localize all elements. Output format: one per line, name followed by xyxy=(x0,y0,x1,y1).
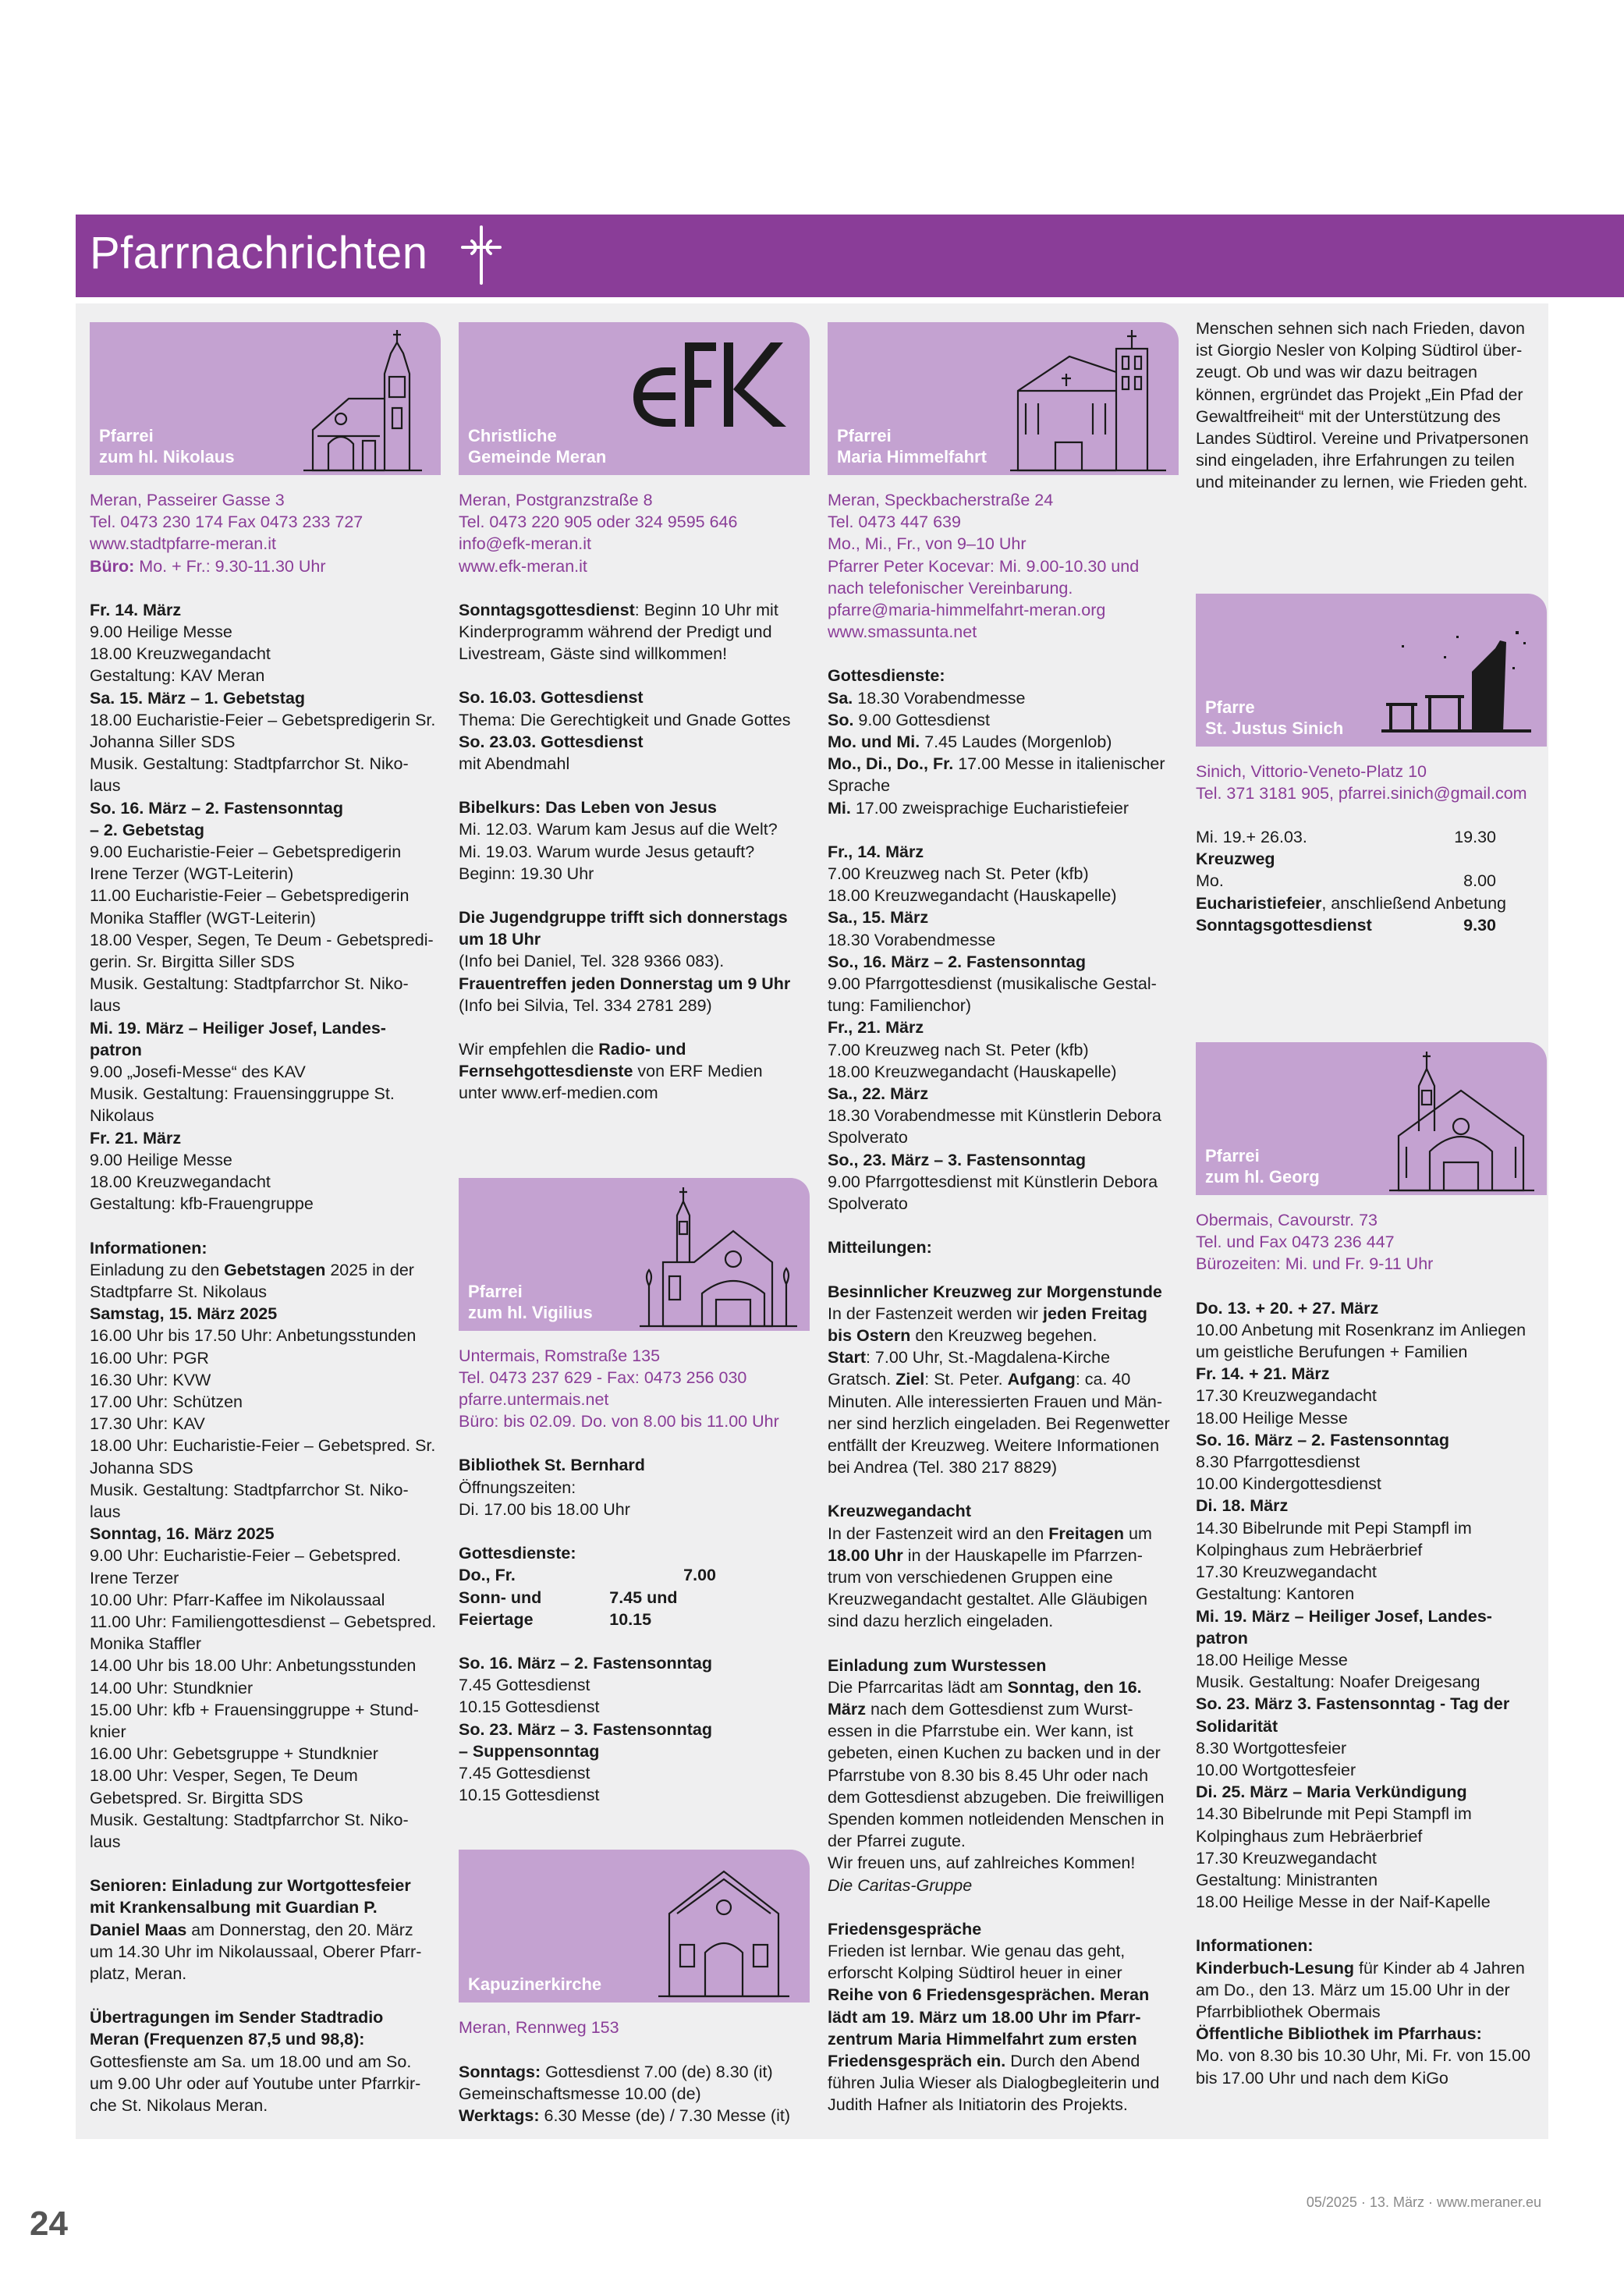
contact-kapuziner: Meran, Rennweg 153 xyxy=(459,2018,619,2038)
friedens-intro: Menschen sehnen sich nach Frieden, davon ist Giorgio Nesler von Kolping Südtirol über- zeugt. Ob und was wir dazu beitragen können, ergründet das Projekt „Ein Pfad der Gewaltfreiheit“ mit der Unterstützung des Landes Südtirol. Vereine und Privatpersonen sind eingeladen, ihre Erfahrungen zu teilen und miteinander zu lernen, wie Frieden geht. xyxy=(1196,319,1529,492)
text-line: erforscht Kolping Südtirol heuer in einer xyxy=(828,1964,1122,1983)
text-line: Die Jugendgruppe trifft sich donnerstags xyxy=(459,908,788,928)
header-vigilius xyxy=(459,1178,810,1331)
text-line: So. 16.03. Gottesdienst xyxy=(459,688,644,708)
text-line: Sa. 15. März – 1. Gebetstag xyxy=(90,688,306,708)
text-line: 15.00 Uhr: kfb + Frauensinggruppe + Stund- xyxy=(90,1700,419,1719)
text-line: sind dazu herzlich eingeladen. xyxy=(828,1612,1054,1631)
text-line: So. 9.00 Gottesdienst xyxy=(828,710,990,729)
text-line: Musik. Gestaltung: Stadtpfarrchor St. Niko- xyxy=(90,1810,409,1829)
text-line: trum von verschiedenen Gruppen eine xyxy=(828,1567,1113,1587)
efk-text xyxy=(459,489,810,1105)
text-line: bei Andrea (Tel. 380 217 8829) xyxy=(828,1458,1058,1478)
email-link[interactable]: info@efk-meran.it xyxy=(459,534,591,554)
text-line: Gestaltung: kfb-Frauengruppe xyxy=(90,1194,314,1214)
header-sinich xyxy=(1196,594,1547,747)
text-line: 17.30 Uhr: KAV xyxy=(90,1414,205,1434)
text-line: 14.30 Bibelrunde mit Pepi Stampfl im xyxy=(1196,1518,1472,1538)
text-line: Öffnungszeiten: xyxy=(459,1478,576,1497)
header-georg xyxy=(1196,1042,1547,1195)
text-line: 18.00 Kreuzwegandacht (Hauskapelle) xyxy=(828,886,1117,906)
text-line: Sa., 15. März xyxy=(828,908,929,928)
text-line: Informationen: xyxy=(1196,1936,1314,1956)
sinich-text xyxy=(1196,761,1547,936)
column-efk xyxy=(459,322,810,2127)
text-line: mit Abendmahl xyxy=(459,754,570,774)
text-line: 9.00 „Josefi-Messe“ des KAV xyxy=(90,1062,306,1082)
text-line: Wir freuen uns, auf zahlreiches Kommen! xyxy=(828,1854,1136,1873)
text-line: 17.00 Uhr: Schützen xyxy=(90,1392,243,1411)
text-line: Pfarrstube von 8.30 bis 8.45 Uhr oder nach xyxy=(828,1765,1149,1785)
text-line: Besinnlicher Kreuzweg zur Morgenstunde xyxy=(828,1282,1162,1301)
text-line: der Pfarrei zugute. xyxy=(828,1832,966,1851)
spacer xyxy=(90,1853,441,1875)
text-line: So. 23. März – 3. Fastensonntag xyxy=(459,1719,712,1739)
section-banner xyxy=(76,215,1624,297)
text-line: Friedensgespräche xyxy=(828,1919,982,1939)
church-georg-icon xyxy=(1383,1045,1539,1192)
text-line: Gemeinschaftsmesse 10.00 (de) xyxy=(459,2084,701,2103)
text-line: In der Fastenzeit werden wir jeden Freitag xyxy=(828,1304,1147,1323)
text-line: Kinderbuch-Lesung für Kinder ab 4 Jahren xyxy=(1196,1958,1525,1978)
text-line: 18.00 Uhr in der Hauskapelle im Pfarrzen- xyxy=(828,1545,1143,1565)
text-line: Gottesfienste am Sa. um 18.00 und am So. xyxy=(90,2052,412,2071)
text-line: Mi. 19. März – Heiliger Josef, Landes- xyxy=(1196,1606,1492,1626)
schedule-row: Eucharistiefeier, anschließend Anbetung xyxy=(1196,893,1507,913)
text-line: Spolverato xyxy=(828,1194,908,1214)
text-line: 11.00 Eucharistie-Feier – Gebetspredigerin xyxy=(90,886,410,906)
text-line: gebeten, einen Kuchen zu backen und in der xyxy=(828,1744,1161,1763)
text-line: führen Julia Wieser als Dialogbegleiterin und xyxy=(828,2073,1160,2093)
spacer xyxy=(459,665,810,686)
schedule-vigilius xyxy=(459,1630,810,1806)
text-line: Gottesdienste: xyxy=(828,666,945,686)
text-line: bis Ostern den Kreuzweg begehen. xyxy=(828,1325,1097,1345)
header-label: Christliche Gemeinde Meran xyxy=(468,426,607,466)
text-line: platz, Meran. xyxy=(90,1964,187,1983)
library-vigilius xyxy=(459,1454,810,1564)
column-himmelfahrt xyxy=(828,322,1179,2116)
text-line: 16.30 Uhr: KVW xyxy=(90,1370,211,1389)
text-line: Johanna SDS xyxy=(90,1458,193,1478)
text-line: Musik. Gestaltung: Stadtpfarrchor St. Niko- xyxy=(90,754,409,774)
text-line: Di. 17.00 bis 18.00 Uhr xyxy=(459,1499,630,1519)
text-line: gerin. Sr. Birgitta Siller SDS xyxy=(90,952,295,972)
text-line: entfällt der Kreuzweg. Weitere Informationen xyxy=(828,1435,1160,1455)
text-line: um 14.30 Uhr im Nikolaussaal, Oberer Pfarr- xyxy=(90,1942,422,1961)
header-label: Pfarre St. Justus Sinich xyxy=(1205,697,1344,738)
contact-vigilius: Untermais, Romstraße 135 Tel. 0473 237 629 - Fax: 0473 256 030 pfarre.untermais.net Büro: bis 02.09. Do. von 8.00 bis 11.00 Uhr xyxy=(459,1345,810,1433)
website-link[interactable]: www.stadtpfarre-meran.it xyxy=(90,534,276,554)
text-line: Musik. Gestaltung: Stadtpfarrchor St. Niko- xyxy=(90,1480,409,1499)
text-line: 18.00 Vesper, Segen, Te Deum - Gebetspredi- xyxy=(90,930,434,949)
column-georg xyxy=(1196,317,1547,2089)
text-line: 17.30 Kreuzwegandacht xyxy=(1196,1848,1377,1868)
text-line: Senioren: Einladung zur Wortgottesfeier xyxy=(90,1876,411,1896)
service-row: Sonn- und Feiertage 7.45 und 10.15 xyxy=(459,1587,678,1629)
text-line: 7.45 Gottesdienst xyxy=(459,1676,590,1695)
website-link[interactable]: www.smassunta.net xyxy=(828,623,977,642)
text-line: Gestaltung: KAV Meran xyxy=(90,666,265,686)
text-line: Mo. von 8.30 bis 10.30 Uhr, Mi. Fr. von 15.00 xyxy=(1196,2046,1531,2066)
schedule-row: Kreuzweg xyxy=(1196,850,1275,869)
text-line: che St. Nikolaus Meran. xyxy=(90,2096,268,2116)
text-line: Die Caritas-Gruppe xyxy=(828,1875,973,1895)
text-line: bis 17.00 Uhr und nach dem KiGo xyxy=(1196,2068,1448,2088)
text-line: Daniel Maas am Donnerstag, den 20. März xyxy=(90,1920,413,1939)
text-line: Informationen: xyxy=(90,1238,207,1258)
text-line: So. 16. März – 2. Fastensonntag xyxy=(90,798,343,818)
spacer xyxy=(459,1520,810,1542)
text-line: So., 23. März – 3. Fastensonntag xyxy=(828,1150,1086,1169)
text-line: 14.00 Uhr: Stundknier xyxy=(90,1678,254,1697)
spacer xyxy=(90,1215,441,1237)
text-line: Di. 18. März xyxy=(1196,1496,1289,1516)
spacer xyxy=(90,1985,441,2006)
text-line: Minuten. Alle interessierten Frauen und Män- xyxy=(828,1392,1163,1411)
text-line: Mo., Di., Do., Fr. 17.00 Messe in italienischer xyxy=(828,754,1165,774)
spacer xyxy=(459,1016,810,1038)
text-line: 9.00 Heilige Messe xyxy=(90,1150,232,1169)
text-line: ner sind herzlich eingeladen. Bei Regenwetter xyxy=(828,1414,1170,1433)
text-line: 16.00 Uhr: PGR xyxy=(90,1348,209,1368)
website-link[interactable]: www.efk-meran.it xyxy=(459,556,587,576)
text-line: Monika Staffler (WGT-Leiterin) xyxy=(90,908,316,928)
text-line: Gestaltung: Ministranten xyxy=(1196,1870,1378,1889)
text-line: 14.30 Bibelrunde mit Pepi Stampfl im xyxy=(1196,1804,1472,1824)
text-line: 18.00 Eucharistie-Feier – Gebetspredigerin Sr. xyxy=(90,710,436,729)
schedule-row: Mo. 8.00 xyxy=(1196,871,1496,891)
text-line: laus xyxy=(90,996,121,1016)
header-label: Pfarrei zum hl. Georg xyxy=(1205,1146,1320,1187)
text-line: 10.00 Wortgottesfeier xyxy=(1196,1760,1356,1779)
text-line: Reihe von 6 Friedensgesprächen. Meran xyxy=(828,1985,1150,2005)
text-line: Fr., 14. März xyxy=(828,842,924,861)
text-line: Frieden ist lernbar. Wie genau das geht, xyxy=(828,1941,1126,1960)
text-line: Kolpinghaus zum Hebräerbrief xyxy=(1196,1826,1423,1846)
text-line: 18.00 Heilige Messe xyxy=(1196,1408,1348,1428)
text-line: 10.00 Anbetung mit Rosenkranz im Anliegen xyxy=(1196,1320,1526,1339)
text-line: 18.00 Kreuzwegandacht xyxy=(90,644,271,664)
text-line: Gottesdienste: xyxy=(459,1544,576,1563)
text-line: In der Fastenzeit wird an den Freitagen um xyxy=(828,1524,1152,1543)
text-line: 18.00 Kreuzwegandacht xyxy=(90,1172,271,1192)
church-himmelfahrt-icon xyxy=(1007,325,1171,472)
text-line: 17.30 Kreuzwegandacht xyxy=(1196,1386,1377,1406)
text-line: am Do., den 13. März um 15.00 Uhr in der xyxy=(1196,1980,1510,1999)
text-line: Übertragungen im Sender Stadtradio xyxy=(90,2008,384,2027)
schedule-row: Mi. 19.+ 26.03. 19.30 xyxy=(1196,828,1496,847)
text-line: Fr. 14. März xyxy=(90,600,182,619)
text-line: Öffentliche Bibliothek im Pfarrhaus: xyxy=(1196,2024,1482,2044)
text-line: um geistliche Berufungen + Familien xyxy=(1196,1343,1468,1362)
text-line: So. 16. März – 2. Fastensonntag xyxy=(1196,1430,1449,1449)
text-line: Sa., 22. März xyxy=(828,1084,929,1104)
text-line: Die Pfarrcaritas lädt am Sonntag, den 16. xyxy=(828,1677,1142,1697)
footer-source: 05/2025 · 13. März · www.meraner.eu xyxy=(1306,2194,1541,2210)
text-line: Einladung zu den Gebetstagen 2025 in der xyxy=(90,1260,414,1279)
text-line: Mo. und Mi. 7.45 Laudes (Morgenlob) xyxy=(828,733,1112,752)
text-line: 8.30 Pfarrgottesdienst xyxy=(1196,1453,1360,1472)
text-line: mit Krankensalbung mit Guardian P. xyxy=(90,1898,378,1917)
text-line: Sa. 18.30 Vorabendmesse xyxy=(828,688,1026,708)
header-label: Pfarrei Maria Himmelfahrt xyxy=(837,426,987,466)
text-line: Meran (Frequenzen 87,5 und 98,8): xyxy=(90,2030,365,2049)
text-line: 14.00 Uhr bis 18.00 Uhr: Anbetungsstunden xyxy=(90,1656,417,1676)
text-line: Fr., 21. März xyxy=(828,1018,924,1038)
text-line: 18.00 Kreuzwegandacht (Hauskapelle) xyxy=(828,1062,1117,1081)
text-line: laus xyxy=(90,1832,121,1851)
text-line: 9.00 Pfarrgottesdienst mit Künstlerin Debora xyxy=(828,1172,1158,1191)
schedule-nikolaus xyxy=(90,599,441,2116)
text-line: Mitteilungen: xyxy=(828,1238,932,1258)
kapuziner-text xyxy=(459,2017,810,2127)
text-line: lädt am 19. März um 18.00 Uhr im Pfarr- xyxy=(828,2007,1141,2027)
spacer xyxy=(828,1215,1179,1236)
text-line: 18.30 Vorabendmesse mit Künstlerin Debora xyxy=(828,1106,1161,1126)
text-line: Fernsehgottesdienste von ERF Medien xyxy=(459,1062,763,1081)
page-number: 24 xyxy=(30,2205,68,2243)
text-line: Sprache xyxy=(828,776,891,796)
text-line: um 18 Uhr xyxy=(459,930,541,949)
text-line: tung: Familienchor) xyxy=(828,996,972,1016)
text-line: 10.15 Gottesdienst xyxy=(459,1786,600,1805)
text-line: patron xyxy=(90,1040,142,1059)
text-line: 16.00 Uhr bis 17.50 Uhr: Anbetungsstunden xyxy=(90,1326,417,1346)
text-line: Gratsch. Ziel: St. Peter. Aufgang: ca. 40 xyxy=(828,1370,1131,1389)
text-line: Einladung zum Wurstessen xyxy=(828,1655,1047,1675)
text-line: 10.15 Gottesdienst xyxy=(459,1697,600,1717)
contact-nikolaus: Meran, Passeirer Gasse 3 Tel. 0473 230 174 Fax 0473 233 727 www.stadtpfarre-meran.it Büro: Mo. + Fr.: 9.30-11.30 Uhr xyxy=(90,489,441,577)
text-line: Bibliothek St. Bernhard xyxy=(459,1456,645,1475)
text-line: Wir empfehlen die Radio- und xyxy=(459,1040,686,1059)
text-line: 7.00 Kreuzweg nach St. Peter (kfb) xyxy=(828,864,1089,884)
georg-text xyxy=(1196,1209,1547,2089)
church-nikolaus-icon xyxy=(297,327,430,472)
text-line: Musik. Gestaltung: Stadtpfarrchor St. Niko- xyxy=(90,974,409,994)
spacer xyxy=(828,1478,1179,1500)
text-line: 16.00 Uhr: Gebetsgruppe + Stundknier xyxy=(90,1744,378,1764)
spacer xyxy=(459,885,810,906)
text-line: Livestream, Gäste sind willkommen! xyxy=(459,644,728,664)
text-line: 17.30 Kreuzwegandacht xyxy=(1196,1563,1377,1582)
text-line: Sonntagsgottesdienst: Beginn 10 Uhr mit xyxy=(459,600,778,619)
text-line: Beginn: 19.30 Uhr xyxy=(459,864,594,883)
text-line: Sonntags: Gottesdienst 7.00 (de) 8.30 (it) xyxy=(459,2062,773,2081)
text-line: 9.00 Heilige Messe xyxy=(90,623,232,642)
spacer xyxy=(828,819,1179,841)
header-label: Pfarrei zum hl. Vigilius xyxy=(468,1281,593,1322)
page-title: Pfarrnachrichten xyxy=(90,228,428,278)
spacer xyxy=(1196,1913,1547,1935)
text-line: Kreuzwegandacht xyxy=(828,1502,971,1521)
schedule-kapuziner xyxy=(459,2061,810,2127)
text-line: unter www.erf-medien.com xyxy=(459,1084,658,1103)
spacer xyxy=(828,1259,1179,1281)
text-line: (Info bei Daniel, Tel. 328 9366 083). xyxy=(459,952,725,971)
text-line: Spenden kommen notleidenden Menschen in xyxy=(828,1809,1165,1829)
text-line: 18.00 Uhr: Vesper, Segen, Te Deum xyxy=(90,1766,358,1786)
header-efk xyxy=(459,322,810,475)
church-vigilius-icon xyxy=(632,1184,803,1328)
text-line: 8.30 Wortgottesfeier xyxy=(1196,1738,1347,1758)
text-line: 11.00 Uhr: Familiengottesdienst – Gebetspred. xyxy=(90,1612,437,1631)
text-line: Start: 7.00 Uhr, St.-Magdalena-Kirche xyxy=(828,1348,1111,1368)
header-label: Kapuzinerkirche xyxy=(468,1974,602,1995)
text-line: dem Gottesdienst abzugeben. Die freiwilligen xyxy=(828,1787,1165,1807)
text-line: So. 23.03. Gottesdienst xyxy=(459,732,644,751)
text-line: Fr. 21. März xyxy=(90,1128,182,1148)
text-line: 7.00 Kreuzweg nach St. Peter (kfb) xyxy=(828,1040,1089,1059)
schedule-efk xyxy=(459,599,810,1105)
text-line: 18.30 Vorabendmesse xyxy=(828,930,996,949)
text-line: – 2. Gebetstag xyxy=(90,820,204,839)
cross-icon xyxy=(458,224,505,286)
text-line: 9.00 Uhr: Eucharistie-Feier – Gebetspred. xyxy=(90,1546,402,1566)
contact-himmelfahrt: Meran, Speckbacherstraße 24 Tel. 0473 447 639 Mo., Mi., Fr., von 9–10 Uhr Pfarrer Peter Kocevar: Mi. 9.00-10.30 und nach telefonischer Vereinbarung. pfarre@maria-himmelfahrt-meran.org www.smassunta.net xyxy=(828,489,1179,643)
header-kapuziner xyxy=(459,1850,810,2003)
email-link[interactable]: pfarre@maria-himmelfahrt-meran.org xyxy=(828,601,1106,620)
text-line: Frauentreffen jeden Donnerstag um 9 Uhr xyxy=(459,974,791,993)
spacer xyxy=(828,1896,1179,1918)
header-label: Pfarrei zum hl. Nikolaus xyxy=(99,426,235,466)
text-line: Monika Staffler xyxy=(90,1634,202,1654)
church-sinich-icon xyxy=(1378,625,1534,734)
text-line: Mi. 17.00 zweisprachige Eucharistiefeier xyxy=(828,798,1129,818)
text-line: Werktags: 6.30 Messe (de) / 7.30 Messe (it) xyxy=(459,2105,790,2125)
vigilius-text xyxy=(459,1345,810,1807)
service-row: Do., Fr. 7.00 xyxy=(459,1566,716,1585)
schedule-row: Sonntagsgottesdienst 9.30 xyxy=(1196,915,1496,935)
schedule-georg xyxy=(1196,1297,1547,2089)
text-line: Musik. Gestaltung: Frauensinggruppe St. xyxy=(90,1084,395,1104)
text-line: knier xyxy=(90,1722,126,1741)
text-line: patron xyxy=(1196,1628,1248,1648)
text-line: 10.00 Uhr: Pfarr-Kaffee im Nikolaussaal xyxy=(90,1590,385,1609)
text-line: Nikolaus xyxy=(90,1106,154,1126)
text-line: Mi. 12.03. Warum kam Jesus auf die Welt? xyxy=(459,820,778,839)
church-kapuziner-icon xyxy=(654,1859,794,1999)
text-line: Johanna Siller SDS xyxy=(90,733,236,752)
spacer xyxy=(828,1633,1179,1655)
text-line: laus xyxy=(90,776,121,796)
text-line: Judith Hafner als Initiatorin des Projekts. xyxy=(828,2095,1128,2115)
header-himmelfahrt xyxy=(828,322,1179,475)
text-line: So. 23. März 3. Fastensonntag - Tag der xyxy=(1196,1694,1510,1714)
text-line: 18.00 Heilige Messe in der Naif-Kapelle xyxy=(1196,1893,1491,1912)
website-link[interactable]: pfarre.untermais.net xyxy=(459,1390,609,1410)
text-line: 9.00 Eucharistie-Feier – Gebetspredigerin xyxy=(90,843,402,862)
text-line: Di. 25. März – Maria Verkündigung xyxy=(1196,1783,1467,1802)
text-line: Fr. 14. + 21. März xyxy=(1196,1364,1330,1384)
spacer xyxy=(459,775,810,796)
text-line: 18.00 Uhr: Eucharistie-Feier – Gebetspred. Sr. xyxy=(90,1436,436,1456)
contact-efk: Meran, Postgranzstraße 8 Tel. 0473 220 905 oder 324 9595 646 info@efk-meran.it www.efk-meran.it xyxy=(459,489,810,577)
text-line: – Suppensonntag xyxy=(459,1741,600,1761)
text-line: Gestaltung: Kantoren xyxy=(1196,1584,1355,1604)
text-line: (Info bei Silvia, Tel. 334 2781 289) xyxy=(459,995,712,1015)
text-line: Pfarrbibliothek Obermais xyxy=(1196,2002,1381,2021)
text-line: Mi. 19. März – Heiliger Josef, Landes- xyxy=(90,1018,386,1038)
contact-georg: Obermais, Cavourstr. 73 Tel. und Fax 0473 236 447 Bürozeiten: Mi. und Fr. 9-11 Uhr xyxy=(1196,1211,1434,1274)
email-link[interactable]: Tel. 371 3181 905, pfarrei.sinich@gmail.com xyxy=(1196,783,1527,803)
text-line: Samstag, 15. März 2025 xyxy=(90,1304,278,1324)
nikolaus-text xyxy=(90,489,441,2116)
contact-sinich: Sinich, Vittorio-Veneto-Platz 10 Tel. 371 3181 905, pfarrei.sinich@gmail.com xyxy=(1196,761,1547,804)
text-line: So., 16. März – 2. Fastensonntag xyxy=(828,952,1086,971)
text-line: So. 16. März – 2. Fastensonntag xyxy=(459,1653,712,1673)
text-line: Mi. 19.03. Warum wurde Jesus getauft? xyxy=(459,842,755,861)
text-line: 9.00 Pfarrgottesdienst (musikalische Gestal- xyxy=(828,974,1157,994)
text-line: Gebetspred. Sr. Birgitta SDS xyxy=(90,1788,303,1807)
text-line: essen in die Pfarrstube ein. Wer kann, ist xyxy=(828,1722,1133,1741)
text-line: Thema: Die Gerechtigkeit und Gnade Gottes xyxy=(459,710,791,729)
text-line: Solidarität xyxy=(1196,1716,1278,1736)
text-line: um 9.00 Uhr oder auf Youtube unter Pfarrkir- xyxy=(90,2073,421,2093)
text-line: Irene Terzer xyxy=(90,1568,179,1587)
efk-logo xyxy=(630,336,802,438)
text-line: Stadtpfarre St. Nikolaus xyxy=(90,1282,268,1301)
text-line: Irene Terzer (WGT-Leiterin) xyxy=(90,864,294,884)
spacer xyxy=(459,1630,810,1652)
text-line: Sonntag, 16. März 2025 xyxy=(90,1524,275,1544)
text-line: Musik. Gestaltung: Noafer Dreigesang xyxy=(1196,1673,1480,1692)
text-line: Friedensgespräch ein. Durch den Abend xyxy=(828,2052,1140,2070)
himmelfahrt-text xyxy=(828,489,1179,2116)
text-line: zentrum Maria Himmelfahrt zum ersten xyxy=(828,2029,1137,2049)
text-line: 18.00 Heilige Messe xyxy=(1196,1650,1348,1669)
text-line: 10.00 Kindergottesdienst xyxy=(1196,1474,1381,1494)
text-line: Bibelkurs: Das Leben von Jesus xyxy=(459,798,717,818)
schedule-himmelfahrt xyxy=(828,665,1179,2116)
text-line: Kolpinghaus zum Hebräerbrief xyxy=(1196,1540,1423,1559)
text-line: Spolverato xyxy=(828,1128,908,1148)
header-nikolaus xyxy=(90,322,441,475)
text-line: laus xyxy=(90,1502,121,1521)
text-line: März nach dem Gottesdienst zum Wurst- xyxy=(828,1699,1133,1719)
column-nikolaus xyxy=(90,322,441,2116)
text-line: Kinderprogramm während der Predigt und xyxy=(459,623,772,642)
text-line: Do. 13. + 20. + 27. März xyxy=(1196,1298,1379,1318)
text-line: Kreuzwegandacht gestaltet. Alle Gläubigen xyxy=(828,1590,1147,1609)
text-line: 7.45 Gottesdienst xyxy=(459,1763,590,1783)
